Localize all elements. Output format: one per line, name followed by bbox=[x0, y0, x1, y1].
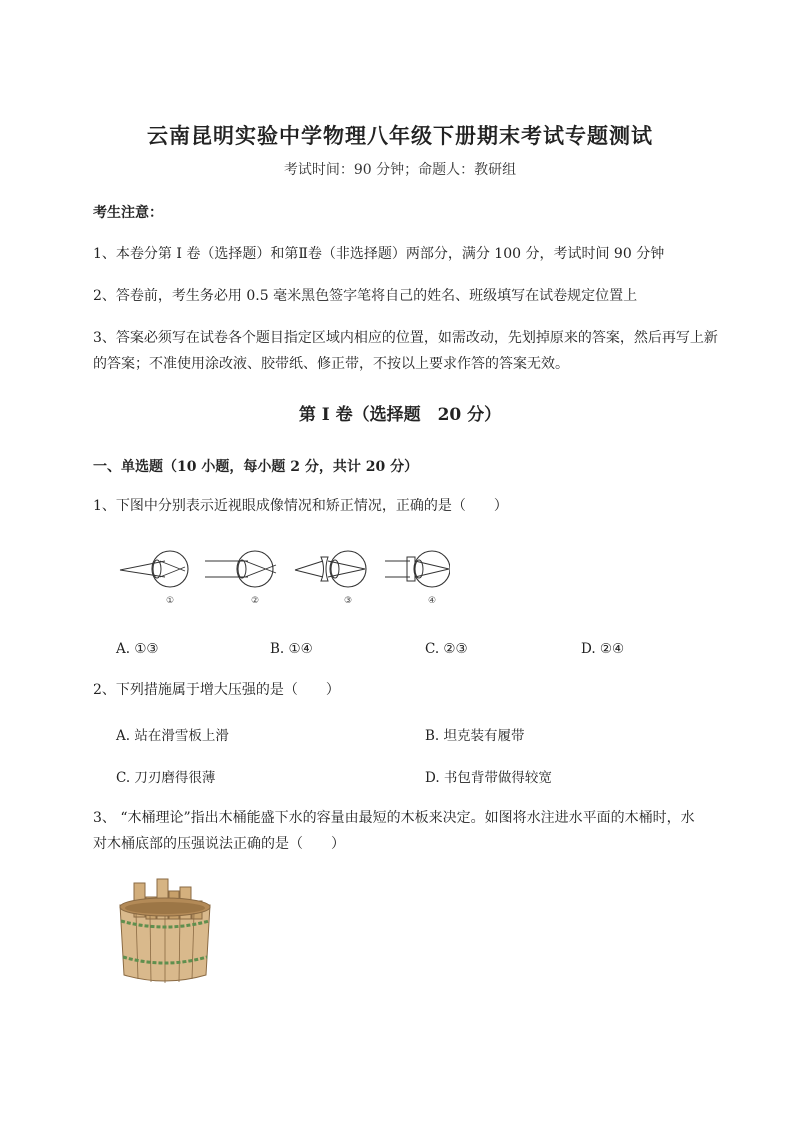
q2-option-b[interactable]: B. 坦克装有履带 bbox=[425, 728, 525, 744]
exam-info: 考试时间：90 分钟；命题人：教研组 bbox=[283, 162, 517, 178]
q1-option-c[interactable]: C. ②③ bbox=[425, 641, 468, 657]
question-2: 2、下列措施属于增大压强的是（ ） bbox=[93, 682, 340, 698]
eye-diagram-1 bbox=[120, 551, 188, 606]
q2-option-d[interactable]: D. 书包背带做得较宽 bbox=[425, 770, 552, 786]
figure-label-2: ② bbox=[251, 596, 260, 606]
notice-heading: 考生注意： bbox=[93, 205, 163, 221]
part-heading: 一、单选题（10 小题，每小题 2 分，共计 20 分） bbox=[93, 459, 419, 475]
eye-diagram-3 bbox=[295, 551, 366, 606]
question-3-line-1: 3、 “木桶理论”指出木桶能盛下水的容量由最短的木板来决定。如图将水注进水平面的木桶时，水 bbox=[93, 810, 695, 826]
section-title: 第 I 卷（选择题 20 分） bbox=[298, 405, 502, 425]
figure-label-3: ③ bbox=[344, 596, 353, 606]
notice-item-3-cont: 的答案；不准使用涂改液、胶带纸、修正带，不按以上要求作答的答案无效。 bbox=[93, 356, 569, 372]
question-1: 1、下图中分别表示近视眼成像情况和矫正情况，正确的是（ ） bbox=[93, 498, 508, 514]
notice-item-2: 2、答卷前，考生务必用 0.5 毫米黑色签字笔将自己的姓名、班级填写在试卷规定位置上 bbox=[93, 288, 638, 304]
eye-diagram-figure bbox=[110, 545, 450, 610]
eye-diagram-4 bbox=[385, 551, 450, 606]
figure-label-1: ① bbox=[166, 596, 175, 606]
page-title: 云南昆明实验中学物理八年级下册期末考试专题测试 bbox=[147, 123, 653, 148]
notice-item-1: 1、本卷分第 I 卷（选择题）和第Ⅱ卷（非选择题）两部分，满分 100 分，考试时间 90 分钟 bbox=[93, 246, 665, 262]
wooden-bucket-figure bbox=[110, 875, 220, 990]
notice-item-3: 3、答案必须写在试卷各个题目指定区域内相应的位置，如需改动，先划掉原来的答案，然后再写上新 bbox=[93, 330, 718, 346]
figure-label-4: ④ bbox=[428, 596, 437, 606]
q2-option-c[interactable]: C. 刀刃磨得很薄 bbox=[116, 770, 216, 786]
q1-option-b[interactable]: B. ①④ bbox=[270, 641, 313, 657]
question-3-line-2: 对木桶底部的压强说法正确的是（ ） bbox=[93, 836, 345, 852]
q1-option-d[interactable]: D. ②④ bbox=[581, 641, 625, 657]
q2-option-a[interactable]: A. 站在滑雪板上滑 bbox=[116, 728, 229, 744]
eye-diagram-2 bbox=[205, 551, 276, 606]
q1-option-a[interactable]: A. ①③ bbox=[116, 641, 159, 657]
